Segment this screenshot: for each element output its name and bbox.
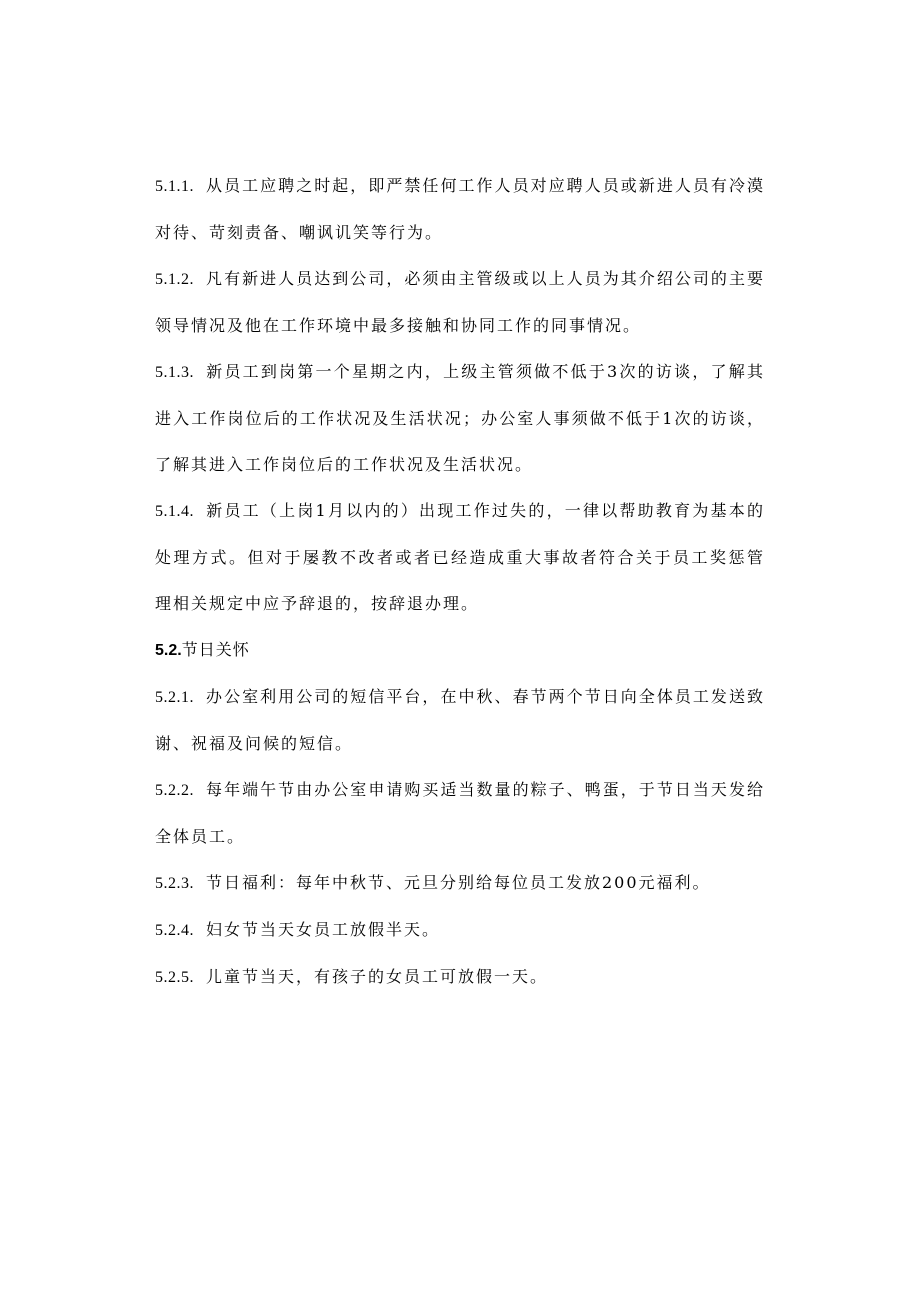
paragraph-text: 每年端午节由办公室申请购买适当数量的粽子、鸭蛋，于节日当天发给全体员工。 xyxy=(155,780,765,846)
paragraph-5-2-4 xyxy=(155,907,765,954)
paragraph-5-1-2 xyxy=(155,256,765,349)
paragraph-number: 5.1.3. xyxy=(155,364,194,381)
paragraph-number: 5.1.2. xyxy=(155,271,194,288)
paragraph-number: 5.2.5. xyxy=(155,969,194,986)
section-heading xyxy=(155,627,765,674)
paragraph-number: 5.2.4. xyxy=(155,922,194,939)
paragraph-text: 办公室利用公司的短信平台，在中秋、春节两个节日向全体员工发送致谢、祝福及问候的短信。 xyxy=(155,687,765,753)
paragraph-5-1-3 xyxy=(155,349,765,488)
paragraph-5-2-1 xyxy=(155,674,765,767)
paragraph-text: 新员工（上岗1月以内的）出现工作过失的，一律以帮助教育为基本的处理方式。但对于屡教不改者或者已经造成重大事故者符合关于员工奖惩管理相关规定中应予辞退的，按辞退办理。 xyxy=(155,501,765,613)
paragraph-number: 5.2.3. xyxy=(155,875,194,892)
paragraph-number: 5.2.2. xyxy=(155,782,194,799)
paragraph-text: 新员工到岗第一个星期之内，上级主管须做不低于3次的访谈，了解其进入工作岗位后的工作状况及生活状况；办公室人事须做不低于1次的访谈，了解其进入工作岗位后的工作状况及生活状况。 xyxy=(155,362,765,474)
paragraph-5-2-3 xyxy=(155,860,765,907)
paragraph-text: 妇女节当天女员工放假半天。 xyxy=(206,920,441,939)
paragraph-number: 5.1.4. xyxy=(155,503,194,520)
paragraph-text: 节日福利：每年中秋节、元旦分别给每位员工发放200元福利。 xyxy=(206,873,711,892)
section-number: 5.2. xyxy=(155,642,182,659)
paragraph-5-1-4 xyxy=(155,488,765,627)
paragraph-text: 儿童节当天，有孩子的女员工可放假一天。 xyxy=(206,967,549,986)
paragraph-text: 从员工应聘之时起，即严禁任何工作人员对应聘人员或新进人员有冷漠对待、苛刻责备、嘲讽讥笑等行为。 xyxy=(155,176,765,242)
section-title: 节日关怀 xyxy=(181,640,250,659)
document-page xyxy=(155,163,765,1001)
paragraph-5-1-1 xyxy=(155,163,765,256)
paragraph-number: 5.2.1. xyxy=(155,689,194,706)
paragraph-number: 5.1.1. xyxy=(155,178,194,195)
paragraph-text: 凡有新进人员达到公司，必须由主管级或以上人员为其介绍公司的主要领导情况及他在工作环境中最多接触和协同工作的同事情况。 xyxy=(155,269,765,335)
paragraph-5-2-5 xyxy=(155,954,765,1001)
paragraph-5-2-2 xyxy=(155,767,765,860)
